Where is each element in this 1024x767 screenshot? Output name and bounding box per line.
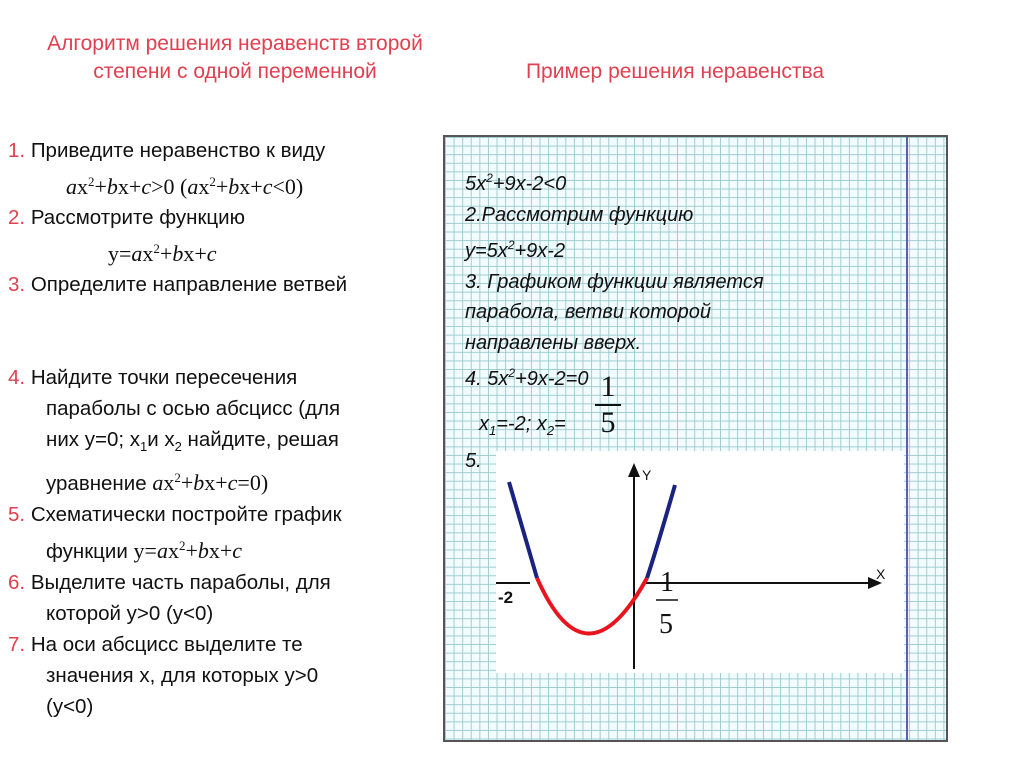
step-formula: $ax^2+bx+c>0$ $(ax^2+bx+c<0)$ bbox=[66, 174, 304, 199]
step-number: 7. bbox=[8, 633, 26, 656]
step-text: (y<0) bbox=[46, 695, 94, 718]
y-axis-label: Y bbox=[642, 467, 652, 483]
example-heading: Пример решения неравенства bbox=[525, 60, 825, 83]
example-line: парабола, ветви которой bbox=[465, 301, 711, 323]
step-1 bbox=[8, 135, 438, 202]
step-3 bbox=[8, 269, 438, 300]
step-text: Рассмотрите функцию bbox=[30, 206, 245, 229]
example-line: $y=5x^2+9x-2$ bbox=[465, 238, 566, 262]
x2-fraction: 1 5 bbox=[595, 373, 621, 437]
example-line: 2.Рассмотрим функцию bbox=[465, 203, 694, 226]
step-text: параболы с осью абсцисс (для bbox=[46, 397, 341, 420]
example-line: 3. Графиком функции является bbox=[465, 270, 764, 293]
step-2 bbox=[8, 202, 438, 269]
step-formula: $y=ax^2+bx+c$ bbox=[108, 241, 217, 266]
step-text: значения x, для которых y>0 bbox=[46, 664, 319, 687]
step-7 bbox=[8, 629, 438, 722]
step-number: 1. bbox=[8, 139, 26, 162]
step-text: уравнение $ax^2+bx+c=0$) bbox=[46, 470, 269, 495]
algorithm-heading: Алгоритм решения неравенств второй степени с одной переменной bbox=[47, 32, 423, 83]
step-5 bbox=[8, 499, 438, 567]
negative-part-curve bbox=[537, 578, 647, 634]
step-number: 2. bbox=[8, 206, 26, 229]
example-line: $5x^2+9x-2<0$ bbox=[465, 171, 567, 195]
example-line: $x_1=-2$; $x_2=$ bbox=[479, 412, 566, 438]
step-text: Определите направление ветвей bbox=[30, 273, 348, 296]
root-right-denominator: 5 bbox=[659, 609, 673, 640]
root-right-numerator: 1 bbox=[660, 567, 674, 598]
algorithm-steps bbox=[8, 135, 438, 722]
step-text: Найдите точки пересечения bbox=[30, 366, 298, 389]
step-text: них y=0; $x_1и$ $x_2$ найдите, решая bbox=[46, 428, 339, 454]
margin-line bbox=[906, 137, 908, 740]
right-branch-curve bbox=[647, 485, 675, 578]
example-line: направлены вверх. bbox=[465, 331, 642, 354]
step-text: которой y>0 (y<0) bbox=[46, 602, 214, 625]
example-line: 4. $5x^2+9x-2=0$ bbox=[465, 366, 589, 390]
step-number: 3. bbox=[8, 273, 26, 296]
left-branch-curve bbox=[509, 482, 537, 578]
parabola-graph bbox=[496, 451, 904, 673]
step-text: функции $y=ax^2+bx+c$ bbox=[46, 538, 243, 563]
step-number: 5. bbox=[8, 503, 26, 526]
graph-paper-panel bbox=[443, 135, 948, 742]
step-number: 6. bbox=[8, 571, 26, 594]
step-text: Выделите часть параболы, для bbox=[30, 571, 331, 594]
step-number: 4. bbox=[8, 366, 26, 389]
step-text: Схематически постройте график bbox=[30, 503, 342, 526]
step-6 bbox=[8, 567, 438, 629]
step-4 bbox=[8, 362, 438, 499]
root-left-label: -2 bbox=[498, 588, 514, 607]
x-axis-label: X bbox=[876, 566, 886, 582]
step-text: Приведите неравенство к виду bbox=[30, 139, 326, 162]
y-axis-arrow-icon bbox=[628, 463, 640, 477]
parabola-plot bbox=[496, 451, 904, 673]
example-line: 5. bbox=[465, 450, 482, 472]
step-text: На оси абсцисс выделите те bbox=[30, 633, 303, 656]
